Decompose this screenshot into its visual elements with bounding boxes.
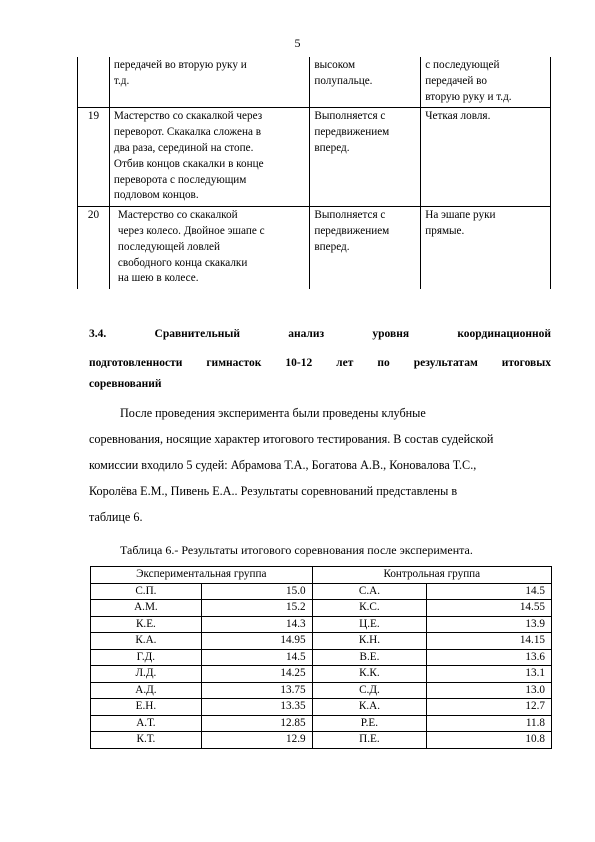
cell-line: последующей ловлей — [117, 240, 221, 253]
control-name: К.Н. — [312, 633, 427, 650]
control-name: Р.Е. — [312, 715, 427, 732]
results-row — [91, 715, 552, 732]
paragraph-line: таблице 6. — [89, 510, 143, 524]
control-name: С.Д. — [312, 682, 427, 699]
results-row — [91, 600, 552, 617]
experimental-name: К.Т. — [91, 732, 202, 749]
cell-line: высоком — [314, 59, 356, 71]
section-heading-line3: соревнований — [89, 378, 162, 390]
control-name: В.Е. — [312, 649, 427, 666]
cell-line: с последующей — [425, 59, 500, 71]
cell-line: два раза, серединой на стопе. — [113, 141, 254, 154]
experimental-name: Г.Д. — [91, 649, 202, 666]
cell-line: свободного конца скакалки — [117, 256, 248, 269]
exercise-row — [78, 207, 551, 289]
experimental-name: А.М. — [91, 600, 202, 617]
exercise-performance-cell — [310, 207, 421, 289]
results-row — [91, 699, 552, 716]
control-name: К.С. — [312, 600, 427, 617]
cell-line: переворот. Скакалка сложена в — [113, 126, 261, 139]
cell-line: вторую руку и т.д. — [425, 90, 512, 103]
results-row — [91, 583, 552, 600]
control-score: 14.15 — [427, 633, 552, 650]
exercise-exercise-cell — [109, 108, 309, 207]
cell-line: через колесо. Двойное эшапе с — [117, 224, 265, 237]
exercise-exercise-cell — [109, 57, 309, 108]
cell-line: Мастерство со скакалкой — [117, 209, 238, 222]
exercise-requirement-cell — [421, 207, 551, 289]
cell-line: Четкая ловля. — [425, 110, 491, 123]
section-heading-line2: подготовленности гимнасток 10-12 лет по результатам итоговых — [89, 357, 551, 369]
experimental-score: 14.25 — [201, 666, 312, 683]
control-score: 13.9 — [427, 616, 552, 633]
cell-line: переворота с последующим — [113, 173, 247, 186]
experimental-score: 12.9 — [201, 732, 312, 749]
paragraph-line: После проведения эксперимента были проведены клубные — [120, 406, 426, 420]
cell-line: Мастерство со скакалкой через — [113, 110, 263, 123]
cell-line: передвижением — [314, 224, 390, 237]
table-caption: Таблица 6.- Результаты итогового соревнования после эксперимента. — [120, 543, 473, 557]
cell-line: передачей во вторую руку и — [113, 59, 247, 71]
cell-line: подловом концов. — [113, 189, 199, 202]
page-number: 5 — [294, 36, 301, 50]
control-name: К.К. — [312, 666, 427, 683]
exercise-performance-cell — [310, 108, 421, 207]
section-heading-line1: 3.4. Сравнительный анализ уровня координационной — [89, 328, 551, 340]
control-score: 14.5 — [427, 583, 552, 600]
control-score: 13.0 — [427, 682, 552, 699]
paragraph-line: комиссии входило 5 судей: Абрамова Т.А., Богатова А.В., Коновалова Т.С., — [89, 458, 477, 472]
cell-line: вперед. — [314, 240, 350, 253]
control-name: Ц.Е. — [312, 616, 427, 633]
cell-line: Выполняется с — [314, 209, 386, 222]
exercise-performance-cell — [310, 57, 421, 108]
experimental-score: 14.5 — [201, 649, 312, 666]
exercise-exercise-cell — [109, 207, 309, 289]
exercise-table — [77, 57, 551, 289]
experimental-score: 14.3 — [201, 616, 312, 633]
experimental-group-header: Экспериментальная группа — [91, 567, 313, 584]
control-score: 11.8 — [427, 715, 552, 732]
exercise-requirement-cell — [421, 57, 551, 108]
experimental-score: 12.85 — [201, 715, 312, 732]
exercise-row — [78, 108, 551, 207]
results-row — [91, 649, 552, 666]
results-row — [91, 616, 552, 633]
experimental-name: С.П. — [91, 583, 202, 600]
control-score: 13.1 — [427, 666, 552, 683]
experimental-score: 13.35 — [201, 699, 312, 716]
experimental-name: Е.Н. — [91, 699, 202, 716]
experimental-name: А.Т. — [91, 715, 202, 732]
control-name: К.А. — [312, 699, 427, 716]
cell-line: вперед. — [314, 141, 350, 154]
experimental-name: Л.Д. — [91, 666, 202, 683]
paragraph-line: Королёва Е.М., Пивень Е.А.. Результаты соревнований представлены в — [89, 484, 458, 498]
results-row — [91, 732, 552, 749]
results-table — [90, 566, 552, 749]
exercise-number — [78, 57, 110, 108]
exercise-number: 20 — [78, 207, 110, 289]
cell-line: Отбив концов скакалки в конце — [113, 157, 264, 170]
exercise-number: 19 — [78, 108, 110, 207]
exercise-requirement-cell — [421, 108, 551, 207]
cell-line: передачей во — [425, 74, 487, 87]
cell-line: полупальце. — [314, 74, 373, 87]
experimental-name: К.А. — [91, 633, 202, 650]
paragraph-line: соревнования, носящие характер итогового тестирования. В состав судейской — [89, 432, 494, 446]
cell-line: на шею в колесе. — [117, 272, 199, 285]
control-score: 14.55 — [427, 600, 552, 617]
cell-line: прямые. — [425, 224, 465, 237]
results-row — [91, 666, 552, 683]
control-score: 10.8 — [427, 732, 552, 749]
cell-line: На эшапе руки — [425, 209, 496, 222]
experimental-name: К.Е. — [91, 616, 202, 633]
control-name: С.А. — [312, 583, 427, 600]
control-score: 13.6 — [427, 649, 552, 666]
experimental-score: 15.2 — [201, 600, 312, 617]
experimental-score: 14.95 — [201, 633, 312, 650]
experimental-score: 15.0 — [201, 583, 312, 600]
control-name: П.Е. — [312, 732, 427, 749]
experimental-name: А.Д. — [91, 682, 202, 699]
experimental-score: 13.75 — [201, 682, 312, 699]
results-row — [91, 633, 552, 650]
exercise-row — [78, 57, 551, 108]
cell-line: передвижением — [314, 126, 390, 139]
cell-line: Выполняется с — [314, 110, 386, 123]
cell-line: т.д. — [113, 74, 130, 87]
results-row — [91, 682, 552, 699]
control-score: 12.7 — [427, 699, 552, 716]
control-group-header: Контрольная группа — [312, 567, 551, 584]
